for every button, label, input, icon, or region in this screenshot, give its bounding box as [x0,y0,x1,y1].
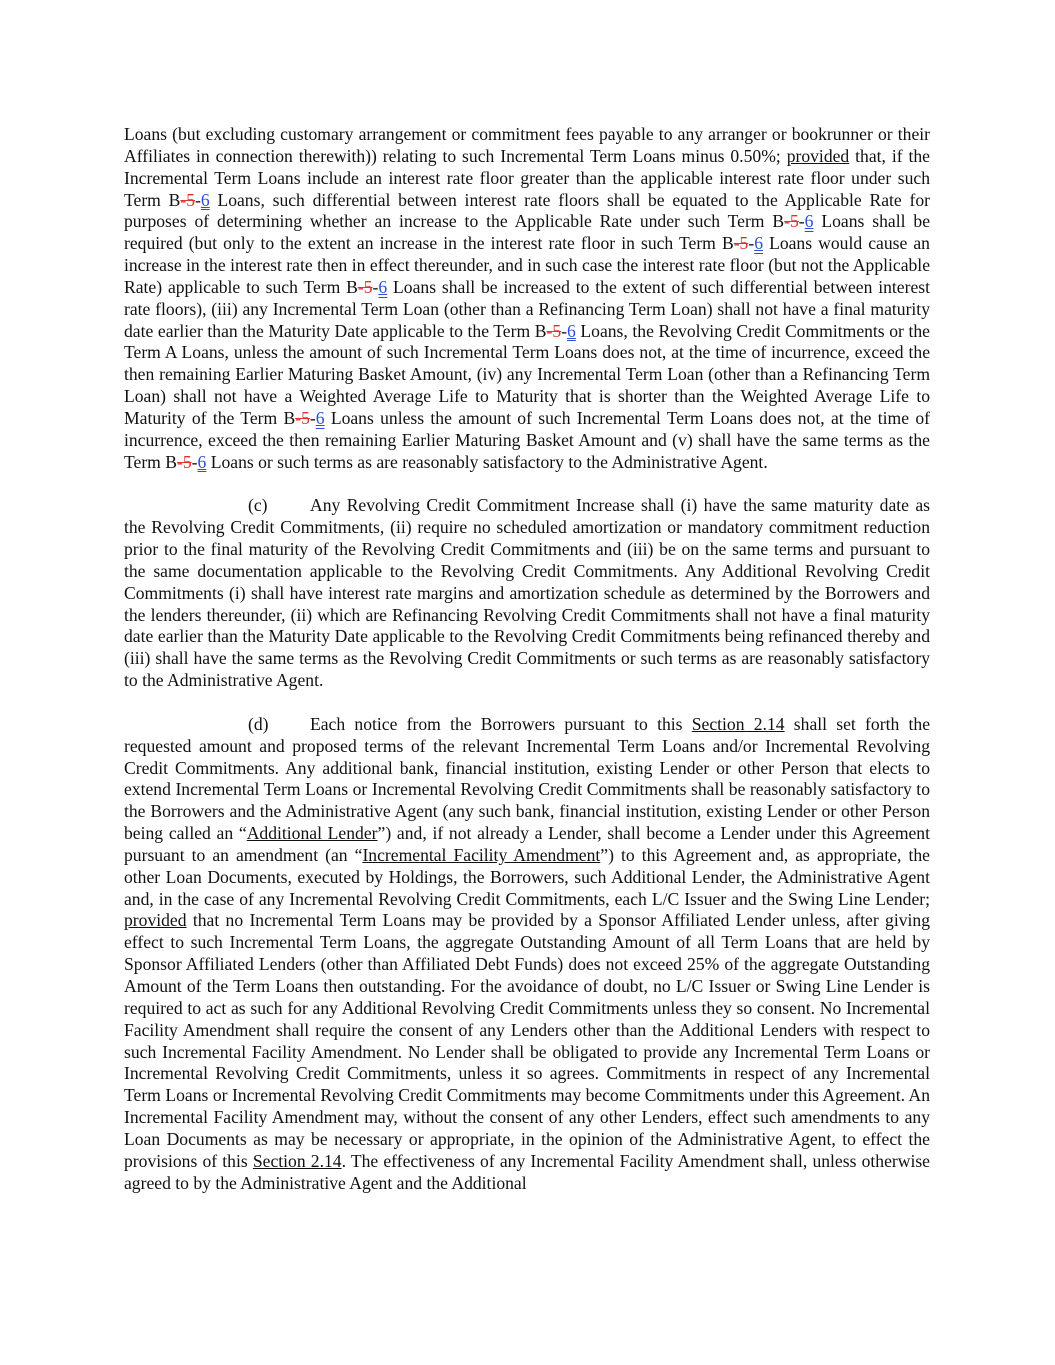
redline-insertion: 6 [197,451,207,472]
redline-insertion: 6 [567,320,576,341]
redline-separator: - [748,233,755,254]
paragraph-c [124,495,930,692]
defined-term-incremental-facility-amendment: Incremental Facility Amendment [362,844,601,865]
text-run: ”) and, if not already a Lender, shall become a Lender under this Agreement pursuant to an amendment (an “ [124,823,930,865]
redline-insertion: 6 [200,189,210,210]
redline-separator: - [372,276,379,297]
redline-insertion: 6 [315,407,325,428]
text-run: Loans, the Revolving Credit Commitments or the Term A Loans, unless the amount of such Incremental Term Loans does not, at the time of incurrence, exceed the then remaining Earlier Maturing Basket Amount, (iv) any Incremental Term Loan (other than a Refinancing Term Loan) shall not have a Weighted Average Life to Maturity that is shorter than the Weighted Average Life to Maturity of the Term B [124,320,930,428]
text-run: Loans would cause an increase in the interest rate then in effect thereunder, and in such case the interest rate floor (but not the Applicable Rate) applicable to such Term B [124,233,930,297]
redline-separator: - [191,451,198,472]
redline-insertion: 6 [754,233,763,254]
section-reference: Section 2.14 [252,1150,342,1171]
redline-deletion: -5 [357,276,373,297]
provided-term: provided [786,145,850,166]
paragraph-d [124,714,930,1195]
redline-deletion: -5 [295,407,310,428]
redline-deletion: -5 [784,211,799,232]
document-page [124,124,930,1194]
text-run: that, if the Incremental Term Loans include an interest rate floor greater than the applicable interest rate floor under such Term B [124,145,930,210]
text-run: Loans (but excluding customary arrangement or commitment fees payable to any arranger or bookrunner or their Affiliates in connection therewith)) relating to such Incremental Term Loans minus 0.50%; [124,124,930,166]
text-run: ”) to this Agreement and, as appropriate, the other Loan Documents, executed by Holdings, the Borrowers, such Additional Lender, the Administrative Agent and, in the case of any Incremental Revolving Credit Commitments, each L/C Issuer and the Swing Line Lender; [124,844,930,909]
defined-term-additional-lender: Additional Lender [246,823,378,844]
redline-deletion: -5 [180,189,196,210]
redline-insertion: 6 [378,276,388,297]
section-reference: Section 2.14 [691,713,785,734]
text-run: Loans unless the amount of such Incremental Term Loans does not, at the time of incurrence, exceed the then remaining Earlier Maturing Basket Amount and (v) shall have the same terms as the Term B [124,407,930,472]
text-run: Any Revolving Credit Commitment Increase shall (i) have the same maturity date as the Revolving Credit Commitments, (ii) require no scheduled amortization or mandatory commitment reduction prior to the final maturity of the Revolving Credit Commitments and (iii) be on the same terms and pursuant to the same documentation applicable to the Revolving Credit Commitments. Any Additional Revolving Credit Commitments (i) shall have interest rate margins and amortization schedule as determined by the Borrowers and the lenders thereunder, (ii) which are Refinancing Revolving Credit Commitments shall not have a final maturity date earlier than the Maturity Date applicable to the Revolving Credit Commitments being refinanced thereby and (iii) shall have the same terms as the Revolving Credit Commitments or such terms as are reasonably satisfactory to the Administrative Agent. [124,495,930,691]
redline-insertion: 6 [804,211,814,232]
text-run: shall set forth the requested amount and proposed terms of the relevant Incremental Term Loans and/or Incremental Revolving Credit Commitments. Any additional bank, financial institution, existing Lender or other Person that elects to extend Incremental Term Loans or Incremental Revolving Credit Commitments shall be reasonably satisfactory to the Borrowers and the Administrative Agent (any such bank, financial institution, existing Lender or other Person being called an “ [124,713,930,844]
redline-deletion: -5 [546,320,562,341]
text-run: Each notice from the Borrowers pursuant to this [310,713,692,734]
redline-separator: - [195,189,201,210]
clause-label: (c) [248,495,268,516]
provided-term: provided [124,910,187,931]
redline-deletion: -5 [177,451,192,472]
text-run: Loans shall be required (but only to the extent an increase in the interest rate floor in such Term B [124,211,931,254]
clause-label: (d) [248,713,269,734]
redline-separator: - [561,320,568,341]
paragraph-continuation [124,124,930,474]
text-run: that no Incremental Term Loans may be provided by a Sponsor Affiliated Lender unless, after giving effect to such Incremental Term Loans, the aggregate Outstanding Amount of all Term Loans that are held by Sponsor Affiliated Lenders (other than Affiliated Debt Funds) does not exceed 25% of the aggregate Outstanding Amount of the Term Loans then outstanding. For the avoidance of doubt, no L/C Issuer or Swing Line Lender is required to act as such for any Additional Revolving Credit Commitments unless they so consent. No Incremental Facility Amendment shall require the consent of any Lenders other than the Additional Lenders with respect to such Incremental Facility Amendment. No Lender shall be obligated to provide any Incremental Term Loans or Incremental Revolving Credit Commitments, unless it so agrees. Commitments in respect of any Incremental Term Loans or Incremental Revolving Credit Commitments may become Commitments under this Agreement. An Incremental Facility Amendment may, without the consent of any other Lenders, effect such amendments to any Loan Documents as may be necessary or appropriate, in the opinion of the Administrative Agent, to effect the provisions of this [124,910,930,1171]
redline-separator: - [798,211,805,232]
text-run: Loans or such terms as are reasonably satisfactory to the Administrative Agent. [206,451,768,472]
redline-separator: - [309,407,316,428]
text-run: Loans, such differential between interest rate floors shall be equated to the Applicable Rate for purposes of determining whether an increase to the Applicable Rate under such Term B [124,189,930,232]
text-run: . The effectiveness of any Incremental Facility Amendment shall, unless otherwise agreed to by the Administrative Agent and the Additional [124,1150,930,1193]
text-run: Loans shall be increased to the extent of such differential between interest rate floors), (iii) any Incremental Term Loan (other than a Refinancing Term Loan) shall not have a final maturity date earlier than the Maturity Date applicable to the Term B [124,276,931,341]
redline-deletion: -5 [733,233,749,254]
